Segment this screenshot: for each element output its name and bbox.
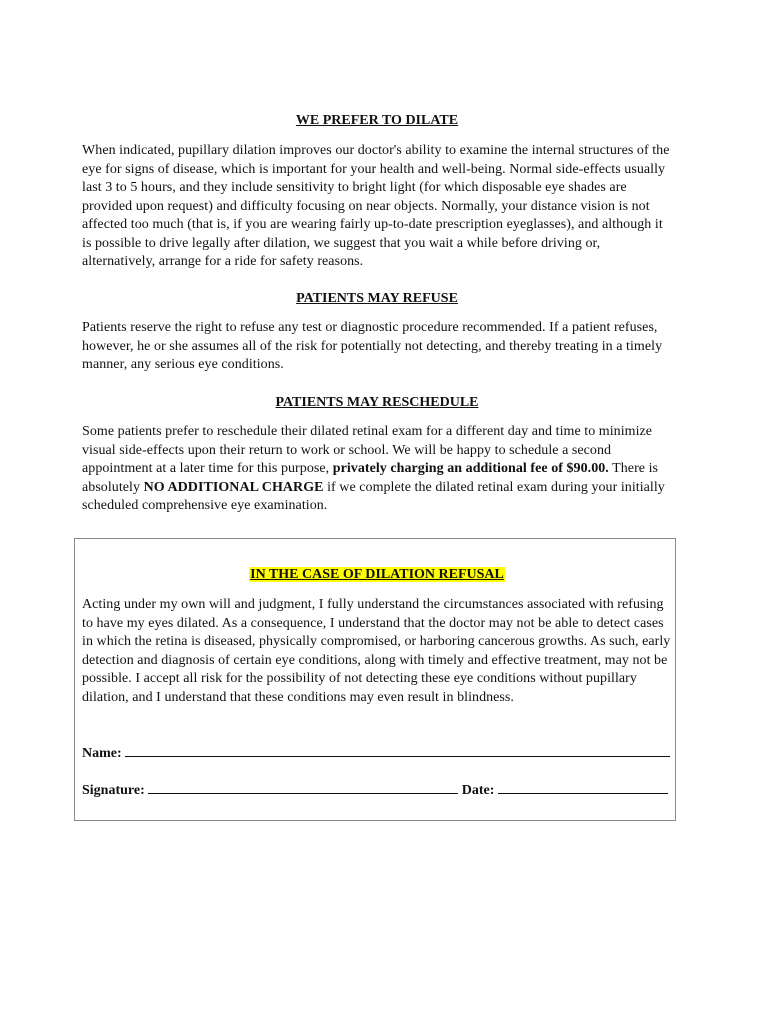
paragraph-refuse: Patients reserve the right to refuse any test or diagnostic procedure recommended. If a patient refuses, however, he or she assumes all of the risk for potentially not detecting, and thereby treating in a timely manner, any serious eye conditions. (82, 320, 663, 372)
name-field-row (82, 742, 674, 763)
paragraph-refusal-acknowledgement: Acting under my own will and judgment, I fully understand the circumstances associated with refusing to have my eyes dilated. As a consequence, I understand that the doctor may not be able to detect cases in which the retina is diseased, physically compromised, or harboring cancerous growths. As such, early detection and diagnosis of certain eye conditions, along with timely and effective treatment, may not be possible. I accept all risk for the possibility of not detecting these eye conditions without pupillary dilation, and I understand that these conditions may even result in blindness. (82, 597, 671, 705)
heading-dilation-refusal (82, 566, 672, 584)
heading-patients-may-reschedule: PATIENTS MAY RESCHEDULE (275, 395, 479, 410)
reschedule-text-2: There is absolutely (82, 461, 659, 495)
name-label: Name: (82, 746, 122, 761)
dilation-refusal-highlight: IN THE CASE OF DILATION REFUSAL (250, 567, 504, 582)
paragraph-reschedule (82, 423, 674, 516)
reschedule-text-3: if we complete the dilated retinal exam during your initially scheduled comprehensive eye examination. (82, 479, 665, 513)
heading-we-prefer-to-dilate: WE PREFER TO DILATE (295, 113, 459, 128)
date-label: Date: (461, 783, 495, 798)
signature-date-row (82, 779, 674, 800)
paragraph-dilate: When indicated, pupillary dilation improves our doctor's ability to examine the internal structures of the eye for signs of disease, which is important for your health and well-being. Normal side-effects usually last 3 to 5 hours, and they include sensitivity to bright light (for which disposable eye shades are provided upon request) and difficulty focusing on near objects. Normally, your distance vision is not affected too much (that is, if you are wearing fairly up-to-date prescription eyeglasses), and although it is possible to drive legally after dilation, we suggest that you wait a while before driving or, alternatively, arrange for a ride for safety reasons. (82, 143, 670, 269)
reschedule-text-1: Some patients prefer to reschedule their dilated retinal exam for a different day and time to minimize visual side-effects upon their return to work or school. We will be happy to schedule a second appointment at a later time for this purpose, (82, 424, 653, 476)
name-blank-line[interactable] (125, 742, 670, 757)
heading-patients-may-refuse: PATIENTS MAY REFUSE (296, 291, 458, 306)
reschedule-no-charge-bold: NO ADDITIONAL CHARGE (143, 479, 324, 495)
signature-label: Signature: (82, 783, 145, 798)
reschedule-fee-bold: privately charging an additional fee of $90.00. (332, 461, 609, 476)
date-blank-line[interactable] (498, 779, 668, 794)
signature-blank-line[interactable] (148, 779, 458, 794)
